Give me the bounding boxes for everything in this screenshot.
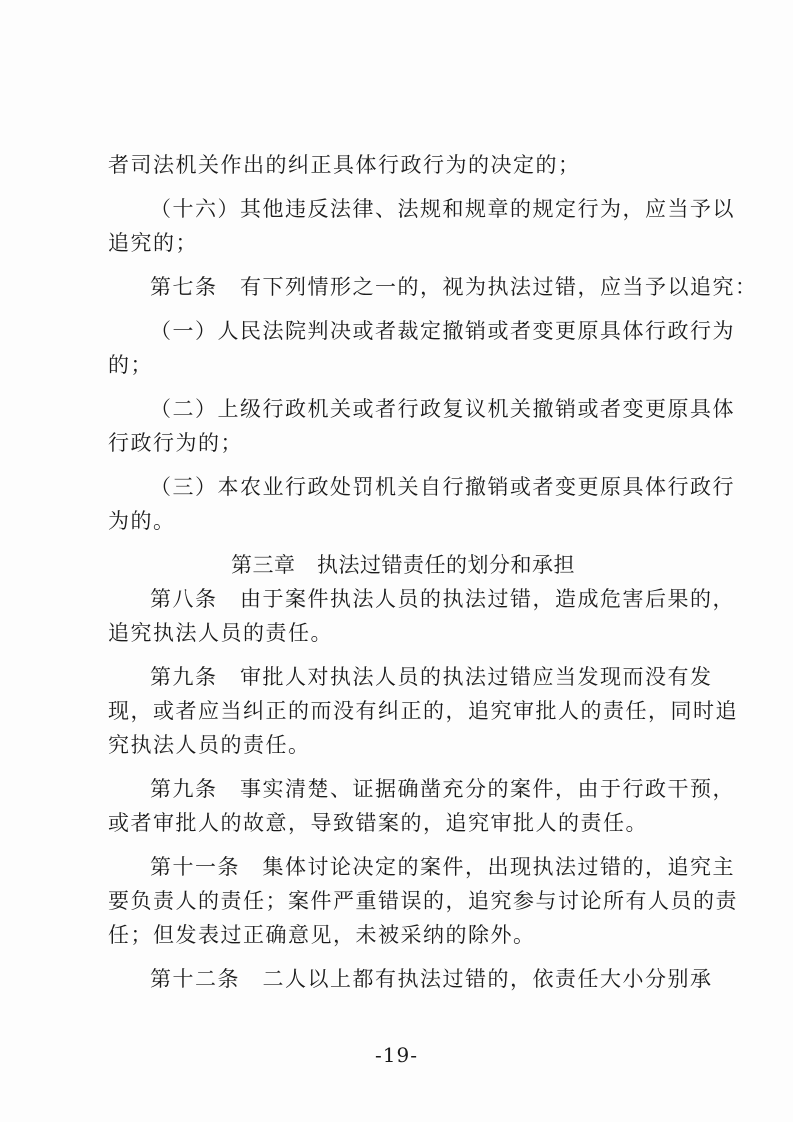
text-line: （十六）其他违反法律、法规和规章的规定行为，应当予以 xyxy=(150,197,735,221)
text-line: 者司法机关作出的纠正具体行政行为的决定的； xyxy=(108,153,581,177)
text-line: 要负责人的责任；案件严重错误的，追究参与讨论所有人员的责 xyxy=(108,889,738,913)
chapter-heading: 第三章 执法过错责任的划分和承担 xyxy=(231,553,575,577)
page-number: -19- xyxy=(375,1043,418,1067)
text-line: 或者审批人的故意，导致错案的，追究审批人的责任。 xyxy=(108,811,648,835)
text-line: 第十二条 二人以上都有执法过错的，依责任大小分别承 xyxy=(150,967,713,991)
document-body xyxy=(108,148,758,996)
text-line: （三）本农业行政处罚机关自行撤销或者变更原具体行政行 xyxy=(150,475,735,499)
text-line: （二）上级行政机关或者行政复议机关撤销或者变更原具体 xyxy=(150,397,735,421)
text-line: （一）人民法院判决或者裁定撤销或者变更原具体行政行为 xyxy=(150,319,735,343)
text-line: 追究执法人员的责任。 xyxy=(108,621,333,645)
text-line: 行政行为的； xyxy=(108,431,243,455)
text-line: 第八条 由于案件执法人员的执法过错，造成危害后果的， xyxy=(150,587,735,611)
text-line: 究执法人员的责任。 xyxy=(108,733,311,757)
text-line: 第九条 审批人对执法人员的执法过错应当发现而没有发 xyxy=(150,665,713,689)
text-line: 任；但发表过正确意见，未被采纳的除外。 xyxy=(108,923,536,947)
article-7-heading: 第七条 有下列情形之一的，视为执法过错，应当予以追究： xyxy=(150,275,758,299)
text-line: 第十一条 集体讨论决定的案件，出现执法过错的，追究主 xyxy=(150,855,735,879)
text-line: 的； xyxy=(108,353,153,377)
text-line: 追究的； xyxy=(108,231,198,255)
text-line: 现，或者应当纠正的而没有纠正的，追究审批人的责任，同时追 xyxy=(108,699,738,723)
text-line: 第九条 事实清楚、证据确凿充分的案件，由于行政干预， xyxy=(150,777,735,801)
text-line: 为的。 xyxy=(108,509,176,533)
